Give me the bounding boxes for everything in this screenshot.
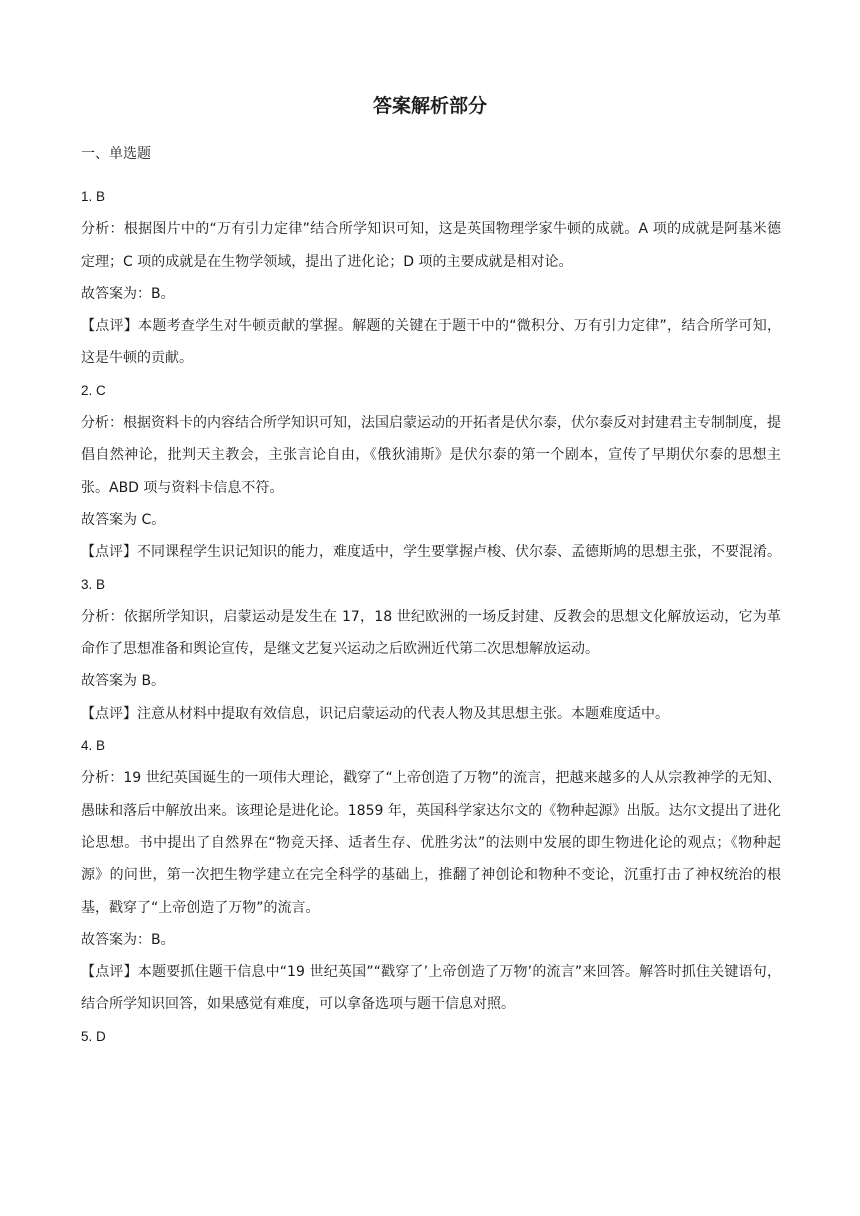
answer-comment: 【点评】本题考查学生对牛顿贡献的掌握。解题的关键在于题干中的“微积分、万有引力定律”，结合所学可知，这是牛顿的贡献。 (81, 318, 781, 367)
answer-number: 1. B (81, 189, 106, 204)
page-title: 答案解析部分 (372, 95, 487, 117)
answer-conclusion: 故答案为：B。 (81, 285, 175, 302)
answer-comment: 【点评】本题要抓住题干信息中“19 世纪英国”“戳穿了’上帝创造了万物’的流言”来回答。解答时抓住关键语句，结合所学知识回答，如果感觉有难度，可以拿备选项与题干信息对照。 (81, 964, 781, 1013)
answer-number: 4. B (81, 738, 106, 754)
answer-item (81, 375, 781, 569)
answer-number: 5. D (81, 1028, 106, 1044)
answer-analysis: 分析：19 世纪英国诞生的一项伟大理论，戳穿了“上帝创造了万物”的流言，把越来越多的人从宗教神学的无知、愚昧和落后中解放出来。该理论是进化论。1859 年，英国科学家达尔文的《物种起源》出版。达尔文提出了进化论思想。书中提出了自然界在“物竞天择、适者生存、优胜劣汰”的法则中发展的即生物进化论的观点；《物种起源》的问世，第一次把生物学建立在完全科学的基础上，推翻了神创论和物种不变论，沉重打击了神权统治的根基，戳穿了“上帝创造了万物”的流言。 (81, 770, 781, 916)
answer-analysis: 分析：根据资料卡的内容结合所学知识可知，法国启蒙运动的开拓者是伏尔泰，伏尔泰反对封建君主专制制度，提倡自然神论，批判天主教会，主张言论自由，《俄狄浦斯》是伏尔泰的第一个剧本，宣传了早期伏尔泰的思想主张。ABD 项与资料卡信息不符。 (81, 415, 781, 496)
answer-number: 2. C (81, 382, 106, 398)
answer-item (81, 569, 781, 730)
answer-item (81, 181, 781, 375)
answer-number: 3. B (81, 576, 106, 592)
answer-comment: 【点评】不同课程学生识记知识的能力，难度适中，学生要掌握卢梭、伏尔泰、孟德斯鸠的思想主张，不要混淆。 (81, 544, 781, 561)
answer-conclusion: 故答案为：B。 (81, 931, 175, 948)
answer-analysis: 分析：根据图片中的“万有引力定律”结合所学知识可知，这是英国物理学家牛顿的成就。A 项的成就是阿基米德定理；C 项的成就是在生物学领域，提出了进化论；D 项的主要成就是相对论。 (81, 221, 781, 270)
answer-conclusion: 故答案为 B。 (81, 673, 166, 690)
answer-analysis: 分析：依据所学知识，启蒙运动是发生在 17，18 世纪欧洲的一场反封建、反教会的思想文化解放运动，它为革命作了思想准备和舆论宣传，是继文艺复兴运动之后欧洲近代第二次思想解放运动。 (81, 608, 781, 658)
answer-list (81, 181, 781, 1053)
answer-comment: 【点评】注意从材料中提取有效信息，识记启蒙运动的代表人物及其思想主张。本题难度适中。 (81, 705, 669, 722)
answer-item (81, 1021, 781, 1053)
section-heading: 一、单选题 (81, 146, 151, 162)
answer-item (81, 730, 781, 1021)
answer-conclusion: 故答案为 C。 (81, 511, 166, 528)
